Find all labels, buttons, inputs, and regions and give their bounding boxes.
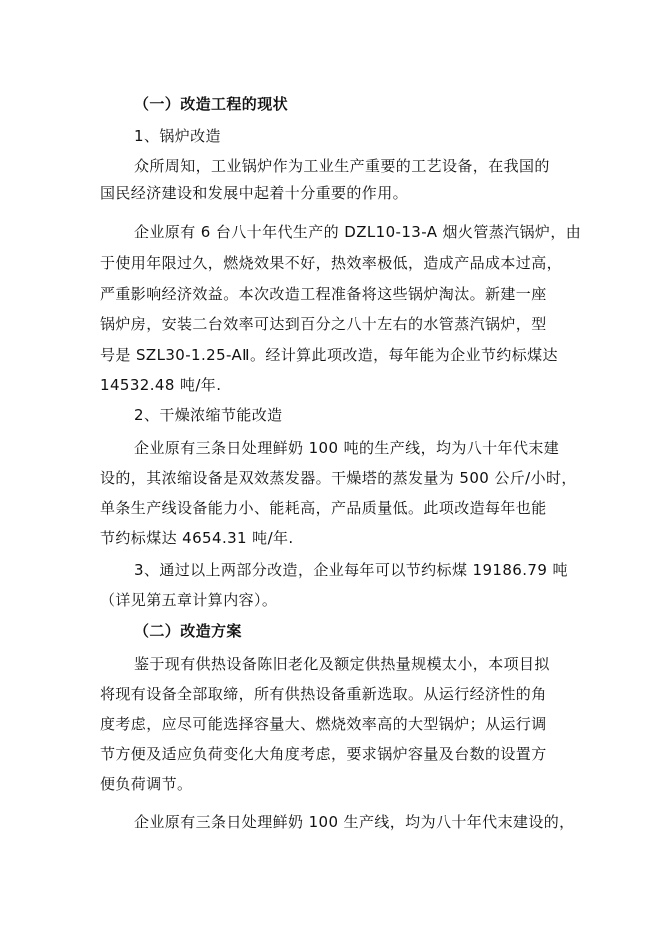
paragraph-line: 企业原有 6 台八十年代生产的 DZL10-13-A 烟火管蒸汽锅炉，由 (134, 223, 582, 241)
paragraph-line: 度考虑，应尽可能选择容量大、燃烧效率高的大型锅炉；从运行调 (100, 715, 547, 733)
item-title-dryer-retrofit: 2、干燥浓缩节能改造 (134, 406, 283, 424)
section-heading-current-status: （一）改造工程的现状 (134, 95, 289, 113)
paragraph-line: （详见第五章计算内容）。 (100, 591, 278, 609)
section-heading-retrofit-plan: （二）改造方案 (134, 622, 242, 640)
paragraph-line: 3、通过以上两部分改造，企业每年可以节约标煤 19186.79 吨 (134, 561, 568, 579)
paragraph-line: 企业原有三条日处理鲜奶 100 生产线，均为八十年代末建设的， (134, 813, 575, 831)
paragraph-line: 节方便及适应负荷变化大角度考虑，要求锅炉容量及台数的设置方 (100, 745, 547, 763)
paragraph-line: 鉴于现有供热设备陈旧老化及额定供热量规模太小，本项目拟 (134, 655, 550, 673)
paragraph-line: 号是 SZL30-1.25-AⅡ。经计算此项改造，每年能为企业节约标煤达 (100, 346, 558, 364)
paragraph-line: 单条生产线设备能力小、能耗高，产品质量低。此项改造每年也能 (100, 499, 547, 517)
paragraph-line: 锅炉房，安装二台效率可达到百分之八十左右的水管蒸汽锅炉，型 (100, 315, 547, 333)
paragraph-line: 将现有设备全部取缔，所有供热设备重新选取。从运行经济性的角 (100, 685, 547, 703)
paragraph-line: 众所周知，工业锅炉作为工业生产重要的工艺设备，在我国的 (134, 157, 550, 175)
paragraph-line: 企业原有三条日处理鲜奶 100 吨的生产线，均为八十年代末建 (134, 439, 560, 457)
paragraph-line: 于使用年限过久，燃烧效果不好，热效率极低，造成产品成本过高， (100, 254, 563, 272)
paragraph-line: 便负荷调节。 (100, 775, 193, 793)
paragraph-line: 节约标煤达 4654.31 吨/年. (100, 529, 294, 547)
paragraph-line: 严重影响经济效益。本次改造工程准备将这些锅炉淘汰。新建一座 (100, 285, 547, 303)
paragraph-line: 14532.48 吨/年. (100, 376, 222, 394)
paragraph-line: 设的，其浓缩设备是双效蒸发器。干燥塔的蒸发量为 500 公斤/小时， (100, 469, 577, 487)
paragraph-line: 国民经济建设和发展中起着十分重要的作用。 (100, 184, 409, 202)
item-title-boiler-retrofit: 1、锅炉改造 (134, 127, 221, 145)
